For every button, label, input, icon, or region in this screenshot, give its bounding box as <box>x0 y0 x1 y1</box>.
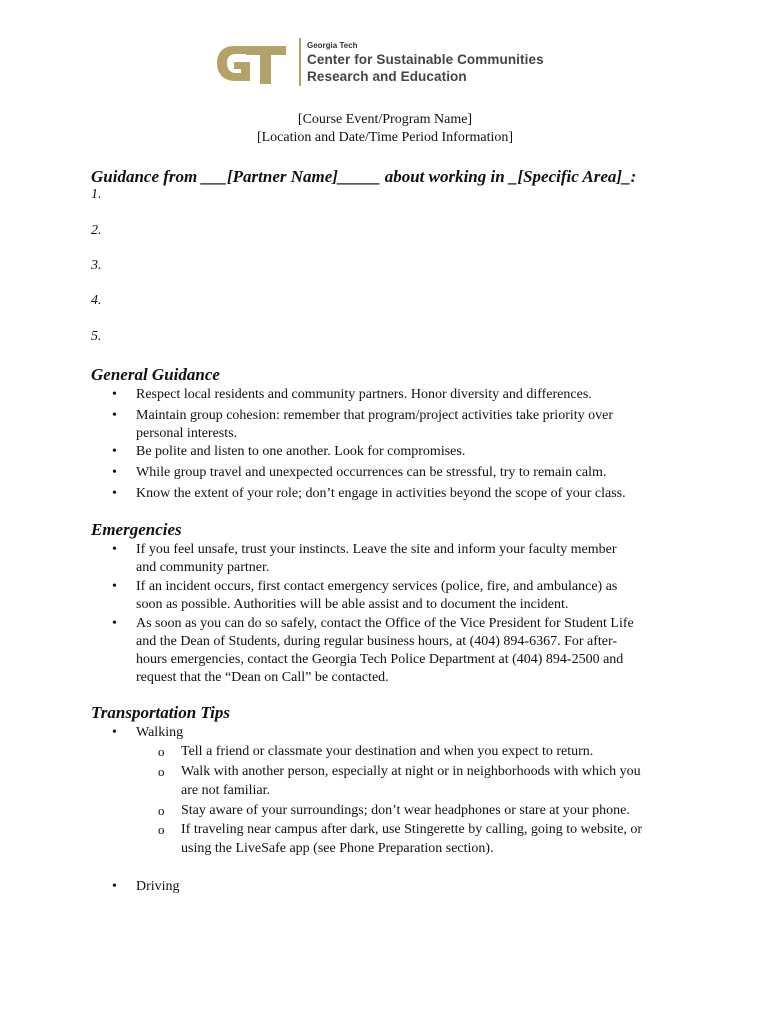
bullet-text: and community partner. <box>136 560 270 575</box>
emergencies-heading: Emergencies <box>91 520 182 539</box>
logo-divider <box>299 38 301 86</box>
bullet-icon: • <box>112 444 117 459</box>
bullet-icon: • <box>112 542 117 557</box>
walking-tip: are not familiar. <box>181 783 271 798</box>
numbered-item: 2. <box>91 223 102 238</box>
walking-tip: using the LiveSafe app (see Phone Preparation section). <box>181 841 494 856</box>
sub-bullet-icon: o <box>158 744 165 759</box>
walking-tip: Stay aware of your surroundings; don’t wear headphones or stare at your phone. <box>181 803 630 818</box>
location-info: [Location and Date/Time Period Information] <box>256 130 514 145</box>
bullet-text: hours emergencies, contact the Georgia Tech Police Department at (404) 894-2500 and <box>136 652 624 667</box>
walking-tip: If traveling near campus after dark, use Stingerette by calling, going to website, or <box>181 822 643 837</box>
bullet-icon: • <box>112 579 117 594</box>
logo-title-line-2: Research and Education <box>307 69 467 84</box>
logo <box>214 38 554 88</box>
bullet-text: If an incident occurs, first contact emergency services (police, fire, and ambulance) as <box>136 579 618 594</box>
bullet-text: Be polite and listen to one another. Look for compromises. <box>136 444 466 459</box>
bullet-text: Respect local residents and community partners. Honor diversity and differences. <box>136 387 592 402</box>
numbered-item: 5. <box>91 329 102 344</box>
walking-tip: Tell a friend or classmate your destination and when you expect to return. <box>181 744 594 759</box>
sub-bullet-icon: o <box>158 803 165 818</box>
bullet-text: and the Dean of Students, during regular business hours, at (404) 894-6367. For after- <box>136 634 618 649</box>
walking-label: Walking <box>136 725 184 740</box>
georgia-tech-logo-icon <box>214 40 288 86</box>
bullet-text: If you feel unsafe, trust your instincts. Leave the site and inform your faculty member <box>136 542 617 557</box>
bullet-text: As soon as you can do so safely, contact the Office of the Vice President for Student Life <box>136 616 634 631</box>
bullet-icon: • <box>112 387 117 402</box>
bullet-icon: • <box>112 725 117 740</box>
bullet-text: Maintain group cohesion: remember that program/project activities take priority over <box>136 408 614 423</box>
bullet-text: Know the extent of your role; don’t engage in activities beyond the scope of your class. <box>136 486 626 501</box>
numbered-item: 3. <box>91 258 102 273</box>
bullet-icon: • <box>112 486 117 501</box>
numbered-item: 1. <box>91 187 102 202</box>
bullet-icon: • <box>112 465 117 480</box>
walking-tip: Walk with another person, especially at night or in neighborhoods with which you <box>181 764 641 779</box>
guidance-heading: Guidance from ___[Partner Name]_____ about working in _[Specific Area]_: <box>91 167 637 186</box>
driving-label: Driving <box>136 879 180 894</box>
general-guidance-heading: General Guidance <box>91 365 220 384</box>
bullet-text: personal interests. <box>136 426 238 441</box>
event-name: [Course Event/Program Name] <box>297 112 473 127</box>
bullet-icon: • <box>112 616 117 631</box>
bullet-text: request that the “Dean on Call” be contacted. <box>136 670 389 685</box>
numbered-item: 4. <box>91 293 102 308</box>
sub-bullet-icon: o <box>158 822 165 837</box>
logo-title-line-1: Center for Sustainable Communities <box>307 52 544 67</box>
bullet-text: While group travel and unexpected occurrences can be stressful, try to remain calm. <box>136 465 607 480</box>
logo-institution: Georgia Tech <box>307 41 358 50</box>
bullet-icon: • <box>112 408 117 423</box>
bullet-icon: • <box>112 879 117 894</box>
bullet-text: soon as possible. Authorities will be able assist and to document the incident. <box>136 597 569 612</box>
sub-bullet-icon: o <box>158 764 165 779</box>
transportation-heading: Transportation Tips <box>91 703 231 722</box>
